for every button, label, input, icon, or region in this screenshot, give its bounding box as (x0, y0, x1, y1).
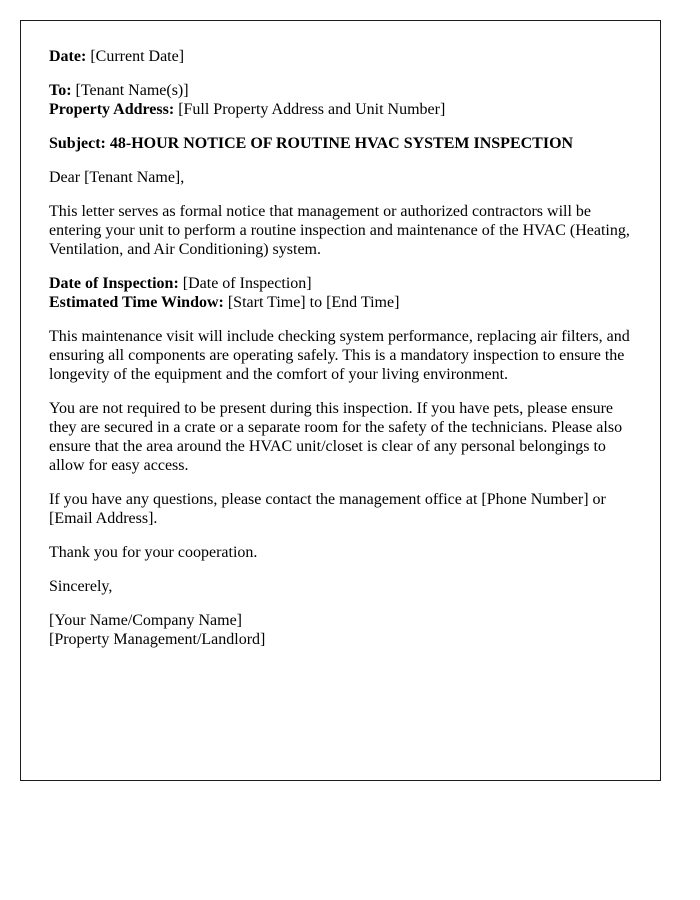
property-address-label: Property Address: (49, 101, 175, 118)
maintenance-paragraph: This maintenance visit will include checking system performance, replacing air filters, and ensuring all components are operating safely. This is a mandatory inspection to ensure the longevity of the equipment and the comfort of your living environment. (49, 328, 630, 383)
signature-name: [Your Name/Company Name] (49, 612, 243, 629)
property-address-value: [Full Property Address and Unit Number] (178, 101, 446, 118)
date-line (49, 47, 644, 66)
recipient-block (49, 81, 644, 119)
contact-paragraph: If you have any questions, please contact the management office at [Phone Number] or [Email Address]. (49, 491, 606, 527)
inspection-details-block (49, 274, 644, 312)
intro-paragraph: This letter serves as formal notice that management or authorized contractors will be entering your unit to perform a routine inspection and maintenance of the HVAC (Heating, Ventilation, and Air Conditioning) system. (49, 203, 630, 258)
date-value: [Current Date] (90, 48, 185, 65)
inspection-date-label: Date of Inspection: (49, 275, 179, 292)
closing-line: Sincerely, (49, 578, 113, 595)
to-label: To: (49, 82, 72, 99)
subject-label: Subject: (49, 135, 106, 152)
letter-body (49, 47, 646, 649)
signature-title: [Property Management/Landlord] (49, 631, 266, 648)
letter-page (20, 20, 661, 781)
signature-block (49, 611, 644, 649)
salutation: Dear [Tenant Name], (49, 169, 185, 186)
date-label: Date: (49, 48, 87, 65)
time-window-label: Estimated Time Window: (49, 294, 224, 311)
presence-paragraph: You are not required to be present during this inspection. If you have pets, please ensure they are secured in a crate or a separate room for the safety of the technicians. Please also ensure that the area around the HVAC unit/closet is clear of any personal belongings to allow for easy access. (49, 400, 623, 474)
thank-you-line: Thank you for your cooperation. (49, 544, 258, 561)
subject-value: 48-HOUR NOTICE OF ROUTINE HVAC SYSTEM INSPECTION (109, 135, 574, 152)
subject-line (49, 134, 644, 153)
to-value: [Tenant Name(s)] (75, 82, 189, 99)
inspection-date-value: [Date of Inspection] (182, 275, 312, 292)
time-window-value: [Start Time] to [End Time] (227, 294, 400, 311)
